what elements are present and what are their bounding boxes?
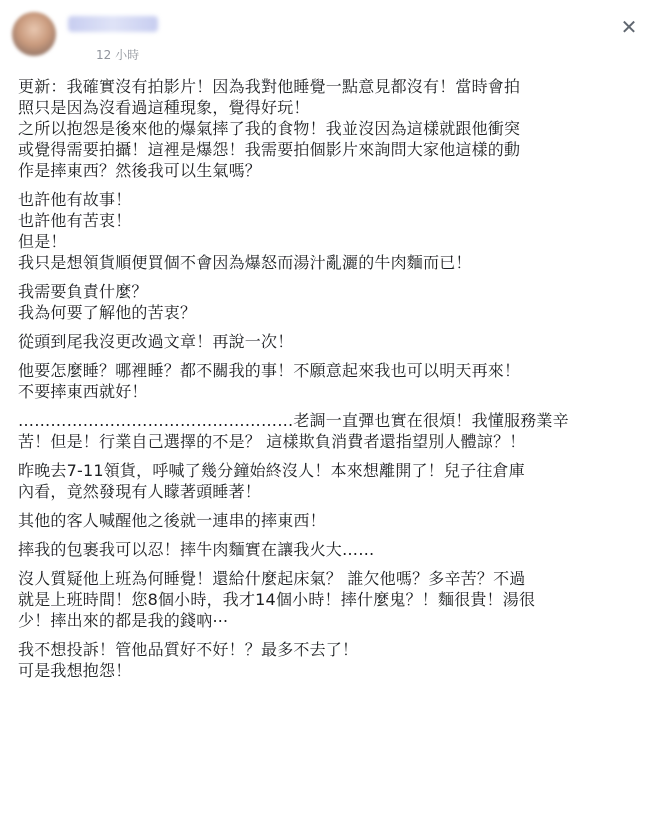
post-text-line: 但是！ [18,232,67,251]
post-text-line: 我不想投訴！管他品質好不好！？最多不去了！ [18,640,359,659]
post-paragraph [18,331,638,352]
post-text-line: 摔我的包裹我可以忍！摔牛肉麵實在讓我火大…… [18,540,375,559]
post-text-line: 其他的客人喊醒他之後就一連串的摔東西！ [18,511,326,530]
post-timestamp[interactable]: 12 小時 [96,48,140,62]
post-text-line: 之所以抱怨是後來他的爆氣摔了我的食物！我並沒因為這樣就跟他衝突 [18,119,521,138]
post-paragraph [18,539,638,560]
post-body [18,76,638,689]
post-text-line: 就是上班時間！您8個小時，我才14個小時！摔什麼鬼？！麵很貴！湯很 [18,590,536,609]
author-name-blurred[interactable] [68,16,158,32]
post-header [12,10,646,62]
post-text-line: 內看，竟然發現有人矇著頭睡著！ [18,482,262,501]
post-text-line: 作是摔東西？然後我可以生氣嗎？ [18,161,262,180]
post-text-line: 照只是因為沒看過這種現象，覺得好玩！ [18,98,310,117]
post-text-line: 沒人質疑他上班為何睡覺！還給什麼起床氣？ 誰欠他嗎？多辛苦？不過 [18,569,526,588]
post-paragraph [18,281,638,323]
post-paragraph [18,639,638,681]
post-paragraph [18,510,638,531]
post-text-line: 苦！但是！行業自己選擇的不是？ 這樣欺負消費者還指望別人體諒？！ [18,432,526,451]
post-text-line: 昨晚去7-11領貨，呼喊了幾分鐘始終沒人！本來想離開了！兒子往倉庫 [18,461,525,480]
post-text-line: 我只是想領貨順便買個不會因為爆怒而湯汁亂灑的牛肉麵而已！ [18,253,472,272]
post-text-line: 我為何要了解他的苦衷？ [18,303,197,322]
avatar[interactable] [12,12,56,56]
post-paragraph [18,189,638,273]
post-text-line: 他要怎麼睡？哪裡睡？都不關我的事！不願意起來我也可以明天再來！ [18,361,521,380]
post-text-line: 可是我想抱怨！ [18,661,132,680]
post-text-line: 也許他有故事！ [18,190,132,209]
post-paragraph [18,568,638,631]
post-text-line: 或覺得需要拍攝！這裡是爆怨！我需要拍個影片來詢問大家他這樣的動 [18,140,521,159]
post-text-line: 不要摔東西就好！ [18,382,148,401]
post-paragraph [18,76,638,181]
post-text-line: 更新：我確實沒有拍影片！因為我對他睡覺一點意見都沒有！當時會拍 [18,77,521,96]
close-icon[interactable]: ✕ [620,15,638,39]
post-text-line: 從頭到尾我沒更改過文章！再說一次！ [18,332,294,351]
post-text-line: 我需要負責什麼？ [18,282,148,301]
post-text-line: ……………………………………………老調一直彈也實在很煩！我懂服務業辛 [18,411,569,430]
post-paragraph [18,410,638,452]
post-text-line: 少！摔出來的都是我的錢吶⋯ [18,611,229,630]
post-paragraph [18,360,638,402]
post-paragraph [18,460,638,502]
post-text-line: 也許他有苦衷！ [18,211,132,230]
